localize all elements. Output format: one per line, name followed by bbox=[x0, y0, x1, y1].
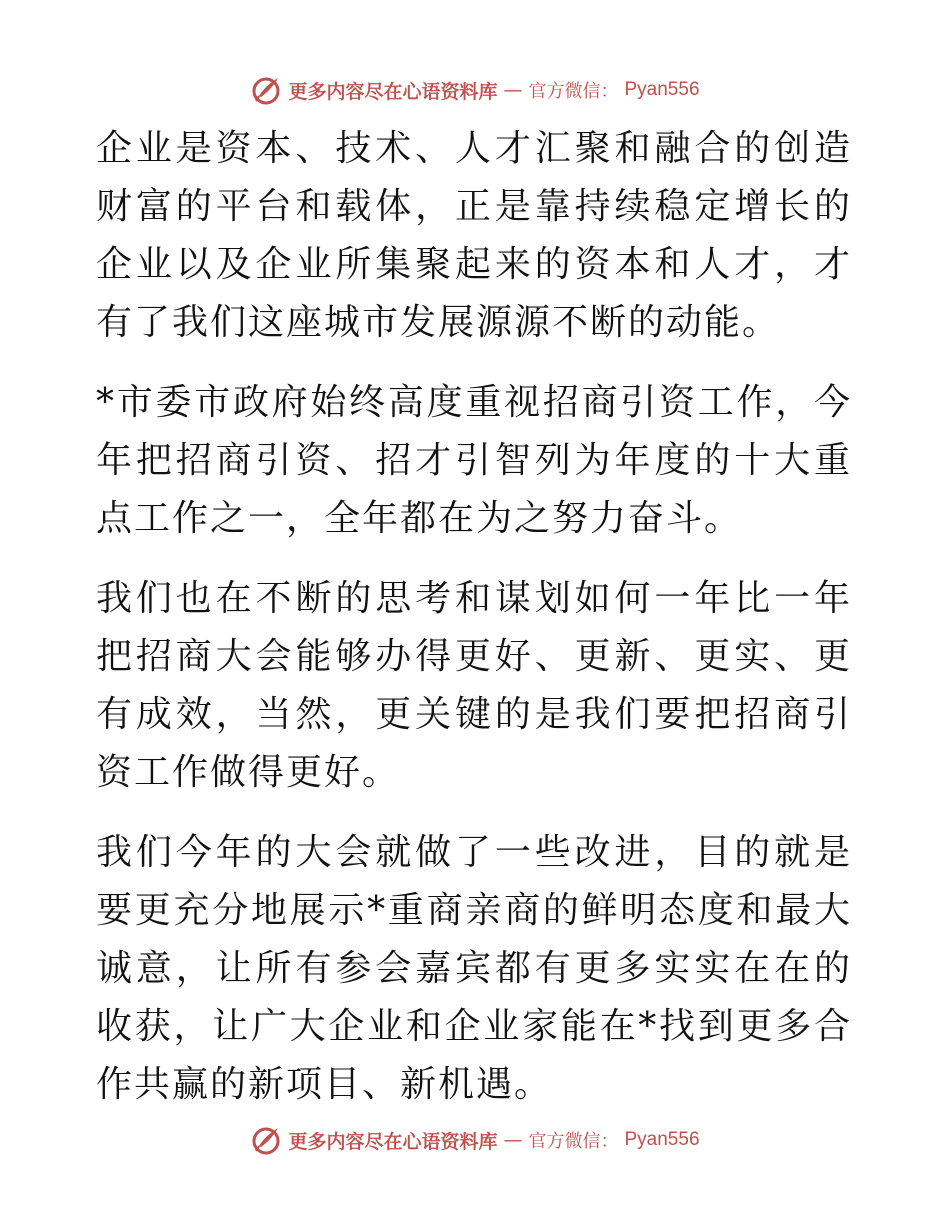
watermark-inner bbox=[250, 74, 699, 106]
paragraph-3: 我们也在不断的思考和谋划如何一年比一年把招商大会能够办得更好、更新、更实、更有成效，当然，更关键的是我们要把招商引资工作做得更好。 bbox=[96, 578, 852, 793]
paragraph-2: *市委市政府始终高度重视招商引资工作，今年把招商引资、招才引智列为年度的十大重点工作之一，全年都在为之努力奋斗。 bbox=[96, 382, 852, 539]
watermark-dash: — bbox=[503, 79, 523, 101]
footer-watermark bbox=[0, 1120, 950, 1160]
quill-logo-icon bbox=[250, 1124, 282, 1156]
watermark-text: 更多内容尽在心语资料库 bbox=[288, 1130, 498, 1153]
watermark-inner bbox=[250, 1124, 699, 1156]
quill-logo-icon bbox=[250, 74, 282, 106]
header-watermark bbox=[0, 70, 950, 110]
watermark-wechat-id: Pyan556 bbox=[624, 79, 700, 100]
paragraph-4: 我们今年的大会就做了一些改进，目的就是要更充分地展示*重商亲商的鲜明态度和最大诚意，让所有参会嘉宾都有更多实实在在的收获，让广大企业和企业家能在*找到更多合作共赢的新项目、新机遇。 bbox=[96, 832, 852, 1105]
document-body bbox=[96, 120, 852, 1136]
paragraph-1: 企业是资本、技术、人才汇聚和融合的创造财富的平台和载体，正是靠持续稳定增长的企业以及企业所集聚起来的资本和人才，才有了我们这座城市发展源源不断的动能。 bbox=[96, 128, 852, 343]
watermark-dash: — bbox=[503, 1129, 523, 1151]
watermark-wechat-id: Pyan556 bbox=[624, 1129, 700, 1150]
watermark-text: 更多内容尽在心语资料库 bbox=[288, 80, 498, 103]
watermark-official-label: 官方微信： bbox=[528, 1131, 619, 1152]
watermark-official-label: 官方微信： bbox=[528, 81, 619, 102]
